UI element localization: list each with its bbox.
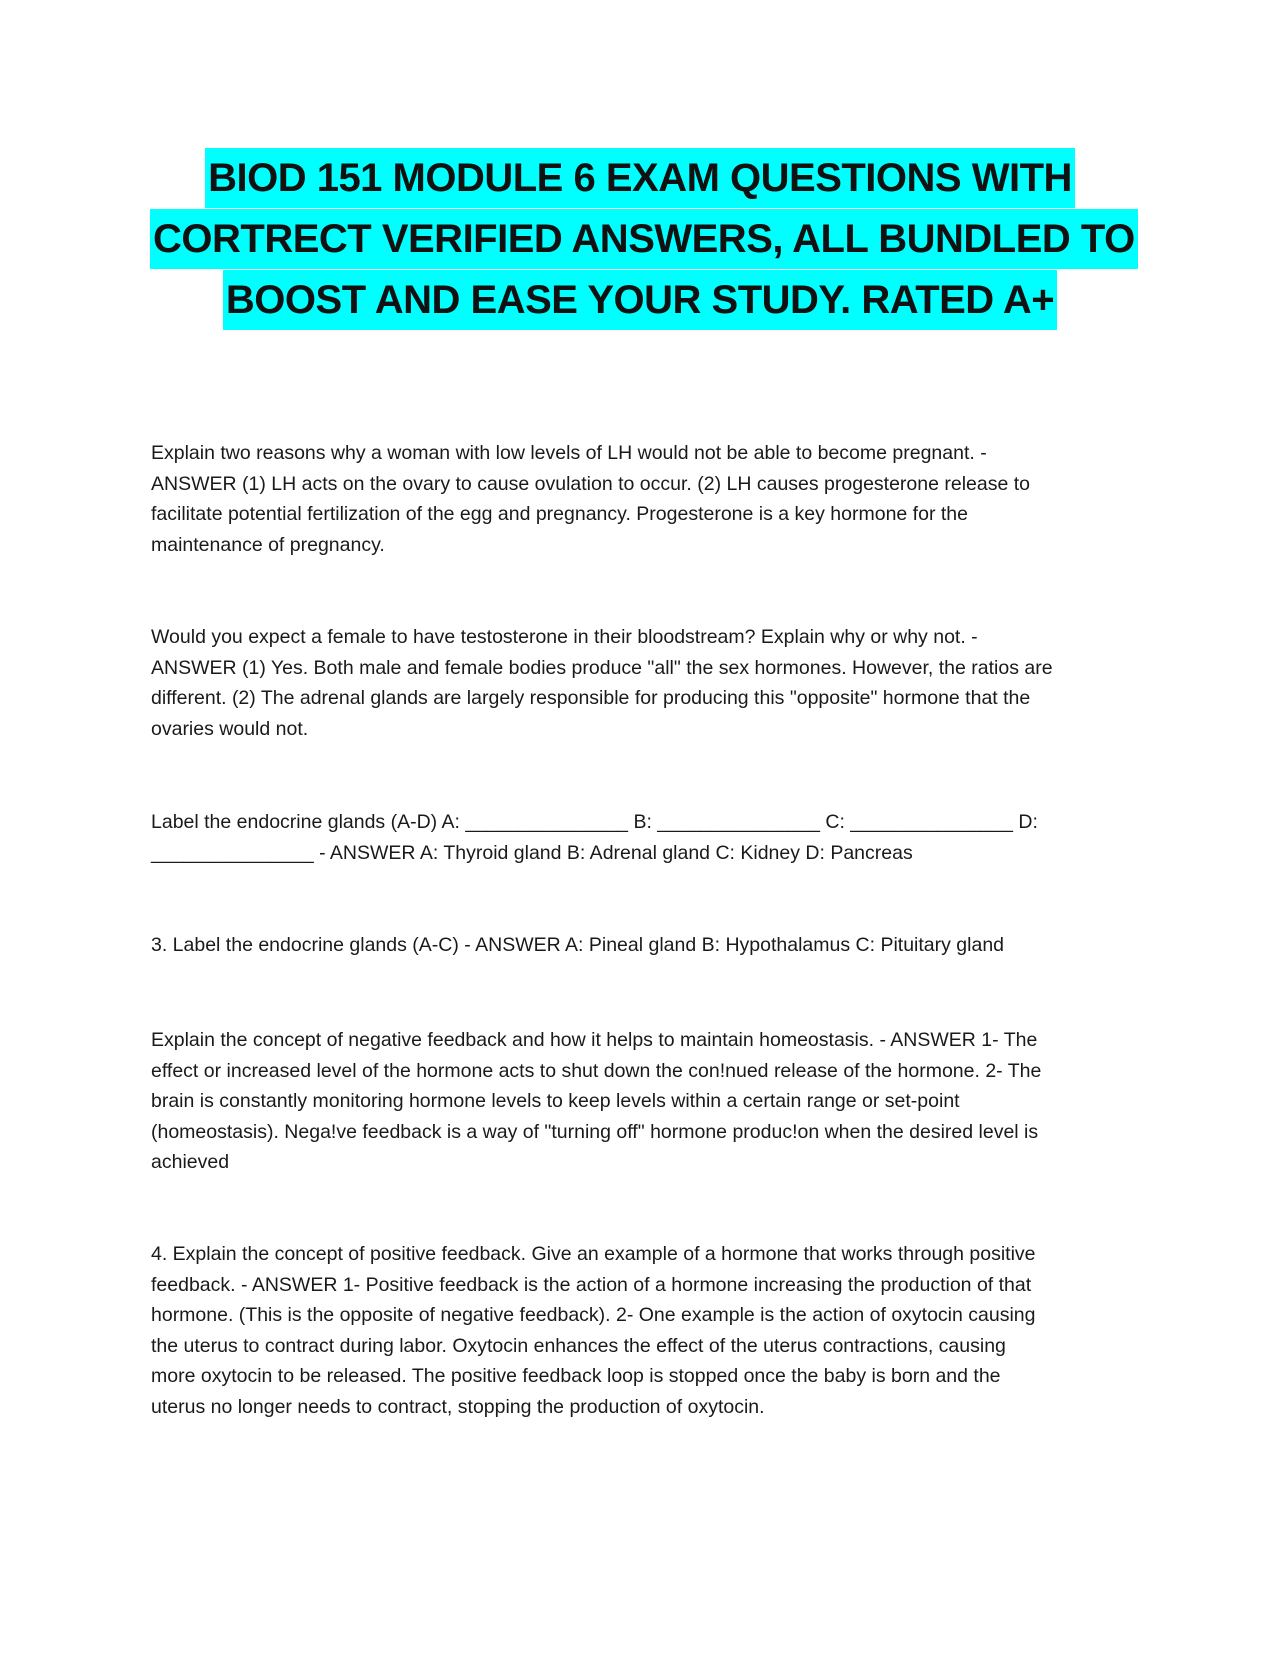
qa-line: facilitate potential fertilization of the egg and pregnancy. Progesterone is a key hormone for the xyxy=(151,503,968,525)
qa-line: ANSWER (1) Yes. Both male and female bodies produce "all" the sex hormones. However, the ratios are xyxy=(151,656,1053,679)
qa-block-label-glands-a-c xyxy=(151,930,1131,961)
qa-line: feedback. - ANSWER 1- Positive feedback is the action of a hormone increasing the production of that xyxy=(151,1273,1032,1296)
qa-line: ovaries would not. xyxy=(151,717,309,740)
qa-block-positive-feedback xyxy=(151,1239,1131,1422)
title-line-2: CORTRECT VERIFIED ANSWERS, ALL BUNDLED TO xyxy=(150,209,1138,269)
qa-line: ANSWER (1) LH acts on the ovary to cause ovulation to occur. (2) LH causes progesterone release to xyxy=(151,472,1031,495)
qa-line: more oxytocin to be released. The positive feedback loop is stopped once the baby is born and the xyxy=(151,1365,1001,1387)
qa-line: the uterus to contract during labor. Oxytocin enhances the effect of the uterus contractions, causing xyxy=(151,1334,1006,1357)
qa-block-testosterone xyxy=(151,622,1131,744)
qa-line: Label the endocrine glands (A-D) A: _______________ B: _______________ C: _______________ D: xyxy=(151,811,1038,833)
qa-line: hormone. (This is the opposite of negative feedback). 2- One example is the action of oxytocin causing xyxy=(151,1304,1036,1326)
document-title xyxy=(150,148,1135,331)
qa-block-negative-feedback xyxy=(151,1025,1131,1178)
qa-block-lh-pregnancy xyxy=(151,438,1131,560)
qa-block-label-glands-a-d xyxy=(151,807,1131,868)
qa-line: brain is constantly monitoring hormone levels to keep levels within a certain range or set-point xyxy=(151,1090,960,1112)
qa-line: Would you expect a female to have testosterone in their bloodstream? Explain why or why not. - xyxy=(151,626,978,648)
qa-line: 3. Label the endocrine glands (A-C) - ANSWER A: Pineal gland B: Hypothalamus C: Pituitary gland xyxy=(151,934,1005,956)
qa-line: (homeostasis). Nega!ve feedback is a way of "turning off" hormone produc!on when the desired level is xyxy=(151,1120,1039,1143)
qa-line: _______________ - ANSWER A: Thyroid gland B: Adrenal gland C: Kidney D: Pancreas xyxy=(151,841,913,864)
qa-line: achieved xyxy=(151,1151,230,1173)
qa-line: Explain two reasons why a woman with low levels of LH would not be able to become pregnant. - xyxy=(151,442,987,464)
qa-line: different. (2) The adrenal glands are largely responsible for producing this "opposite" hormone that the xyxy=(151,687,1031,709)
qa-line: uterus no longer needs to contract, stopping the production of oxytocin. xyxy=(151,1395,765,1418)
title-line-3: BOOST AND EASE YOUR STUDY. RATED A+ xyxy=(223,270,1057,330)
title-line-1: BIOD 151 MODULE 6 EXAM QUESTIONS WITH xyxy=(205,148,1075,208)
qa-line: maintenance of pregnancy. xyxy=(151,533,385,556)
qa-line: Explain the concept of negative feedback and how it helps to maintain homeostasis. - ANSWER 1- The xyxy=(151,1029,1038,1051)
qa-line: effect or increased level of the hormone acts to shut down the con!nued release of the hormone. 2- The xyxy=(151,1059,1042,1082)
qa-line: 4. Explain the concept of positive feedback. Give an example of a hormone that works through positive xyxy=(151,1243,1036,1265)
